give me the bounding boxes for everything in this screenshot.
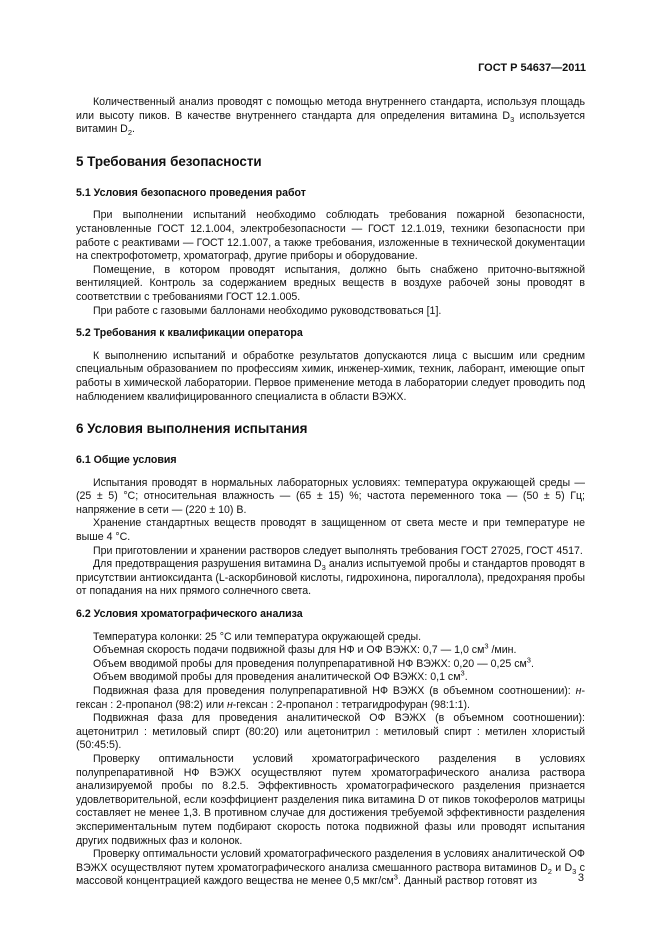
intro-paragraph xyxy=(76,96,585,137)
s62-p4-sup: 3 xyxy=(460,668,465,678)
s62-p3-sup: 3 xyxy=(526,655,531,665)
intro-sub-2: 2 xyxy=(127,128,132,138)
s62-p5-italic-2: н xyxy=(226,698,233,711)
section-6-1-paragraph-4 xyxy=(76,558,585,599)
section-6-2-paragraph-3 xyxy=(76,655,585,672)
section-6-2-paragraph-2 xyxy=(76,641,585,658)
section-6-2-title: 6.2 Условия хроматографического анализа xyxy=(76,608,303,621)
section-6-2-paragraph-5 xyxy=(76,685,585,712)
s61-p4-sub: 3 xyxy=(321,563,326,573)
section-6-title: 6 Условия выполнения испытания xyxy=(76,421,308,437)
s62-p4-text-a: Объем вводимой пробы для проведения аналитической ОФ ВЭЖХ: 0,1 см xyxy=(93,671,461,684)
s62-p5-italic-1: н xyxy=(575,685,582,697)
section-6-1-title: 6.1 Общие условия xyxy=(76,454,177,467)
s61-p4-text-b: анализ испытуемой пробы и стандартов проводят в присутствии антиоксиданта (L-аскорбиновой кислоты, гидрохинона, пирогаллола), предохраняя пробы от попадания на них прямого солнечного света. xyxy=(76,558,585,598)
section-5-1-title: 5.1 Условия безопасного проведения работ xyxy=(76,186,306,199)
s62-p8-text-d: . Данный раствор готовят из xyxy=(397,875,537,888)
s62-p8-sub-2: 3 xyxy=(572,866,577,876)
section-5-title: 5 Требования безопасности xyxy=(76,153,262,169)
section-6-2-paragraph-6: Подвижная фаза для проведения аналитической ОФ ВЭЖХ (в объемном соотношении): ацетонитрил : метиловый спирт (80:20) или ацетонитрил : метиловый спирт : метилен хлористый (50:45:5). xyxy=(76,712,585,752)
s62-p3-text-b: . xyxy=(530,657,534,670)
s62-p5-text-a: Подвижная фаза для проведения полупрепаративной НФ ВЭЖХ (в объемном соотношении): xyxy=(93,685,576,697)
s62-p2-sup: 3 xyxy=(484,641,489,651)
section-6-2-paragraph-8 xyxy=(76,848,585,889)
intro-sub-1: 3 xyxy=(510,114,515,124)
section-5-1-paragraph-2: Помещение, в котором проводят испытания, должно быть снабжено приточно-вытяжной вентиляцией. Контроль за содержанием вредных веществ в воздухе рабочей зоны проводят в соответствии с требованиями ГОСТ 12.1.005. xyxy=(76,263,585,303)
s61-p4-text-a: Для предотвращения разрушения витамина D xyxy=(93,558,322,571)
s62-p2-text-b: /мин. xyxy=(488,644,517,657)
intro-text-3: . xyxy=(132,123,135,136)
section-6-2-paragraph-7: Проверку оптимальности условий хроматографического разделения в условиях полупрепаративной НФ ВЭЖХ осуществляют путем хроматографического анализа раствора анализируемой пробы по 8.2.5. Эффективность хроматографического разделения признается удовлетворительной, если коэффициент разделения пика витамина D от пиков токоферолов матрицы составляет не менее 1,3. В противном случае для достижения требуемой эффективности разделения экспериментальным путем подбирают скорость потока подвижной фазы или проводят испытания других подвижных фаз и колонок. xyxy=(76,752,585,847)
page-number: 3 xyxy=(577,872,584,884)
s62-p8-sub-1: 2 xyxy=(547,866,552,876)
section-6-2-paragraph-4 xyxy=(76,668,585,685)
section-6-1-paragraph-3: При приготовлении и хранении растворов следует выполнять требования ГОСТ 27025, ГОСТ 4517. xyxy=(93,544,583,557)
s62-p3-text-a: Объем вводимой пробы для проведения полупрепаративной НФ ВЭЖХ: 0,20 — 0,25 см xyxy=(93,657,527,670)
intro-text: Количественный анализ проводят с помощью метода внутреннего стандарта, используя площадь или высоту пиков. В качестве внутреннего стандарта для определения витамина D xyxy=(76,96,585,122)
intro-text-2: используется витамин D xyxy=(76,109,585,136)
section-5-1-paragraph-1: При выполнении испытаний необходимо соблюдать требования пожарной безопасности, установленные ГОСТ 12.1.004, электробезопасности — ГОСТ 12.1.019, техники безопасности при работе с реактивами — ГОСТ 12.1.007, а также требования, изложенные в технической документации на спектрофотометр, хроматограф, другие приборы и оборудование. xyxy=(76,209,585,263)
section-6-1-paragraph-1: Испытания проводят в нормальных лабораторных условиях: температура окружающей среды — (25 ± 5) °С; относительная влажность — (65 ± 15) %; частота переменного тока — (50 ± 5) Гц; напряжение в сети — (220 ± 10) В. xyxy=(76,476,585,516)
standard-header: ГОСТ Р 54637—2011 xyxy=(478,62,586,74)
s62-p2-text-a: Объемная скорость подачи подвижной фазы для НФ и ОФ ВЭЖХ: 0,7 — 1,0 см xyxy=(93,644,485,657)
s62-p5-text-b: -гексан : 2-пропанол (98:2) или xyxy=(76,685,585,711)
section-6-2-paragraph-1: Температура колонки: 25 °С или температура окружающей среды. xyxy=(93,630,422,643)
s62-p5-text-c: -гексан : 2-пропанол : тетрагидрофуран (98:1:1). xyxy=(232,698,471,711)
s62-p8-text-a: Проверку оптимальности условий хроматографического разделения в условиях аналитической ОФ ВЭЖХ осуществляют путем хроматографического анализа смешанного раствора витаминов D xyxy=(76,848,585,874)
section-6-1-paragraph-2: Хранение стандартных веществ проводят в защищенном от света месте и при температуре не выше 4 °С. xyxy=(76,517,585,544)
document-body xyxy=(76,96,585,889)
s62-p8-text-c: с массовой концентрацией каждого вещества не менее 0,5 мкг/см xyxy=(76,861,585,888)
section-5-1-paragraph-3: При работе с газовыми баллонами необходимо руководствоваться [1]. xyxy=(93,304,442,317)
s62-p8-sup: 3 xyxy=(393,872,398,882)
s62-p4-text-b: . xyxy=(464,671,468,684)
s62-p8-text-b: и D xyxy=(551,861,573,874)
section-5-2-paragraph-1: К выполнению испытаний и обработке результатов допускаются лица с высшим или средним специальным образованием по профессиям химик, инженер-химик, техник, лаборант, имеющие опыт работы в химической лаборатории. Первое применение метода в лаборатории следует проводить под наблюдением квалифицированного специалиста в области ВЭЖХ. xyxy=(76,349,585,403)
section-5-2-title: 5.2 Требования к квалификации оператора xyxy=(76,327,303,340)
